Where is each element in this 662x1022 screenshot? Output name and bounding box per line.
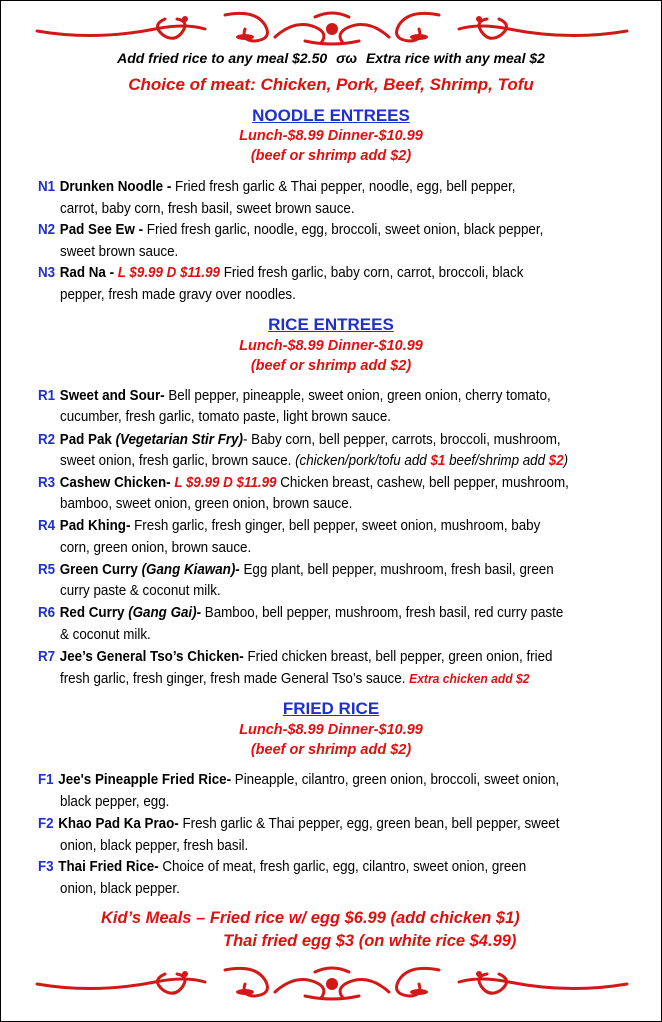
item-desc: Fresh garlic, fresh ginger, bell pepper, sweet onion, mushroom, baby <box>130 518 541 534</box>
item-code: R1 <box>38 388 56 404</box>
item-code: F1 <box>38 772 54 788</box>
section-title-fried-rice: FRIED RICE <box>282 699 380 718</box>
menu-item-n2-cont: sweet brown sauce. <box>60 244 179 260</box>
item-addon: beef/shrimp add <box>445 453 549 469</box>
menu-item-r7-cont <box>60 670 529 688</box>
item-name: Red Curry <box>59 605 125 621</box>
menu-item-n1 <box>38 178 516 196</box>
menu-item-r6 <box>38 604 563 622</box>
menu-item-r4-cont: corn, green onion, brown sauce. <box>60 540 252 556</box>
section-title-noodle: NOODLE ENTREES <box>252 106 410 125</box>
meat-choice: Choice of meat: Chicken, Pork, Beef, Shrimp, Tofu <box>128 75 534 94</box>
item-desc: Bamboo, bell pepper, mushroom, fresh basil, red curry paste <box>201 605 564 621</box>
item-subname: (Gang Gai)- <box>128 605 202 621</box>
item-addon-price: $2 <box>548 453 564 469</box>
item-subname: (Vegetarian Stir Fry) <box>115 432 243 448</box>
rice-note: (beef or shrimp add $2) <box>250 358 412 374</box>
divider-swirl-icon: σω <box>336 50 358 66</box>
bottom-ornament <box>35 964 629 1004</box>
item-addon: (chicken/pork/tofu add <box>295 453 431 469</box>
menu-item-f1 <box>38 771 559 789</box>
scroll-ornament-icon <box>35 964 629 1004</box>
item-desc: sweet onion, fresh garlic, brown sauce. <box>60 453 296 469</box>
menu-item-f3 <box>38 858 526 876</box>
menu-item-f1-cont: black pepper, egg. <box>60 794 170 810</box>
item-desc: - Baby corn, bell pepper, carrots, broccoli, mushroom, <box>242 432 561 448</box>
menu-item-f2-cont: onion, black pepper, fresh basil. <box>60 838 249 854</box>
section-title-rice: RICE ENTREES <box>268 315 394 334</box>
item-name: Rad Na - <box>59 265 115 281</box>
menu-item-n3-cont: pepper, fresh made gravy over noodles. <box>60 287 296 303</box>
item-price: L $9.99 D $11.99 <box>117 265 220 281</box>
menu-item-f3-cont: onion, black pepper. <box>60 881 180 897</box>
kids-meals-line2: Thai fried egg $3 (on white rice $4.99) <box>223 932 517 950</box>
item-name: Sweet and Sour- <box>59 388 165 404</box>
item-desc: Fried chicken breast, bell pepper, green onion, fried <box>243 649 553 665</box>
item-desc: Bell pepper, pineapple, sweet onion, green onion, cherry tomato, <box>164 388 551 404</box>
fried-rice-note: (beef or shrimp add $2) <box>250 742 412 758</box>
item-code: R3 <box>38 475 56 491</box>
item-name: Green Curry <box>59 562 138 578</box>
item-code: R2 <box>38 432 56 448</box>
noodle-note: (beef or shrimp add $2) <box>250 148 412 164</box>
fried-rice-price: Lunch-$8.99 Dinner-$10.99 <box>239 722 423 738</box>
item-code: N1 <box>38 179 56 195</box>
menu-item-r3 <box>38 474 569 492</box>
item-desc: Pineapple, cilantro, green onion, broccoli, sweet onion, <box>231 772 560 788</box>
item-addon-price: $1 <box>430 453 446 469</box>
menu-item-f2 <box>38 815 559 833</box>
menu-item-r5 <box>38 561 554 579</box>
add-fried-rice-text: Add fried rice to any meal $2.50 <box>117 50 328 66</box>
item-subname: (Gang Kiawan)- <box>141 562 240 578</box>
menu-item-n2 <box>38 221 543 239</box>
item-desc: Fried fresh garlic, baby corn, carrot, broccoli, black <box>219 265 524 281</box>
item-desc: Chicken breast, cashew, bell pepper, mushroom, <box>276 475 569 491</box>
item-desc: Fresh garlic & Thai pepper, egg, green bean, bell pepper, sweet <box>178 816 560 832</box>
item-code: N2 <box>38 222 56 238</box>
item-code: R4 <box>38 518 56 534</box>
intro-line <box>1 49 661 67</box>
kids-meals-line1: Kid’s Meals – Fried rice w/ egg $6.99 (add chicken $1) <box>101 909 520 927</box>
menu-item-r1-cont: cucumber, fresh garlic, tomato paste, light brown sauce. <box>60 409 392 425</box>
menu-item-r5-cont: curry paste & coconut milk. <box>60 583 221 599</box>
item-desc: Fried fresh garlic & Thai pepper, noodle, egg, bell pepper, <box>171 179 516 195</box>
noodle-price: Lunch-$8.99 Dinner-$10.99 <box>239 128 423 144</box>
menu-item-r3-cont: bamboo, sweet onion, green onion, brown sauce. <box>60 496 353 512</box>
item-desc: fresh garlic, fresh ginger, fresh made General Tso’s sauce. <box>60 671 410 687</box>
menu-item-r2-cont <box>60 452 568 470</box>
item-name: Pad See Ew - <box>59 222 144 238</box>
item-code: R6 <box>38 605 56 621</box>
menu-item-r1 <box>38 387 551 405</box>
menu-item-n3 <box>38 264 523 282</box>
item-desc: Choice of meat, fresh garlic, egg, cilantro, sweet onion, green <box>158 859 527 875</box>
item-code: R7 <box>38 649 56 665</box>
item-name: Jee's Pineapple Fried Rice- <box>58 772 232 788</box>
rice-price: Lunch-$8.99 Dinner-$10.99 <box>239 338 423 354</box>
item-name: Drunken Noodle - <box>59 179 172 195</box>
extra-rice-text: Extra rice with any meal $2 <box>365 50 545 66</box>
item-code: R5 <box>38 562 56 578</box>
item-name: Thai Fried Rice- <box>58 859 159 875</box>
item-desc: Fried fresh garlic, noodle, egg, broccoli, sweet onion, black pepper, <box>143 222 544 238</box>
menu-item-r4 <box>38 517 540 535</box>
item-name: Khao Pad Ka Prao- <box>58 816 179 832</box>
item-name: Jee’s General Tso’s Chicken- <box>59 649 244 665</box>
item-desc: Egg plant, bell pepper, mushroom, fresh basil, green <box>239 562 554 578</box>
item-code: F2 <box>38 816 54 832</box>
item-code: F3 <box>38 859 54 875</box>
menu-item-r2 <box>38 431 561 449</box>
item-price: L $9.99 D $11.99 <box>174 475 277 491</box>
menu-item-r7 <box>38 648 552 666</box>
item-code: N3 <box>38 265 56 281</box>
item-addon: ) <box>563 453 569 469</box>
menu-item-n1-cont: carrot, baby corn, fresh basil, sweet brown sauce. <box>60 201 355 217</box>
item-name: Cashew Chicken- <box>59 475 171 491</box>
item-name: Pad Khing- <box>59 518 131 534</box>
menu-item-r6-cont: & coconut milk. <box>60 627 151 643</box>
item-addon-price: Extra chicken add $2 <box>409 671 530 686</box>
item-name: Pad Pak <box>59 432 112 448</box>
